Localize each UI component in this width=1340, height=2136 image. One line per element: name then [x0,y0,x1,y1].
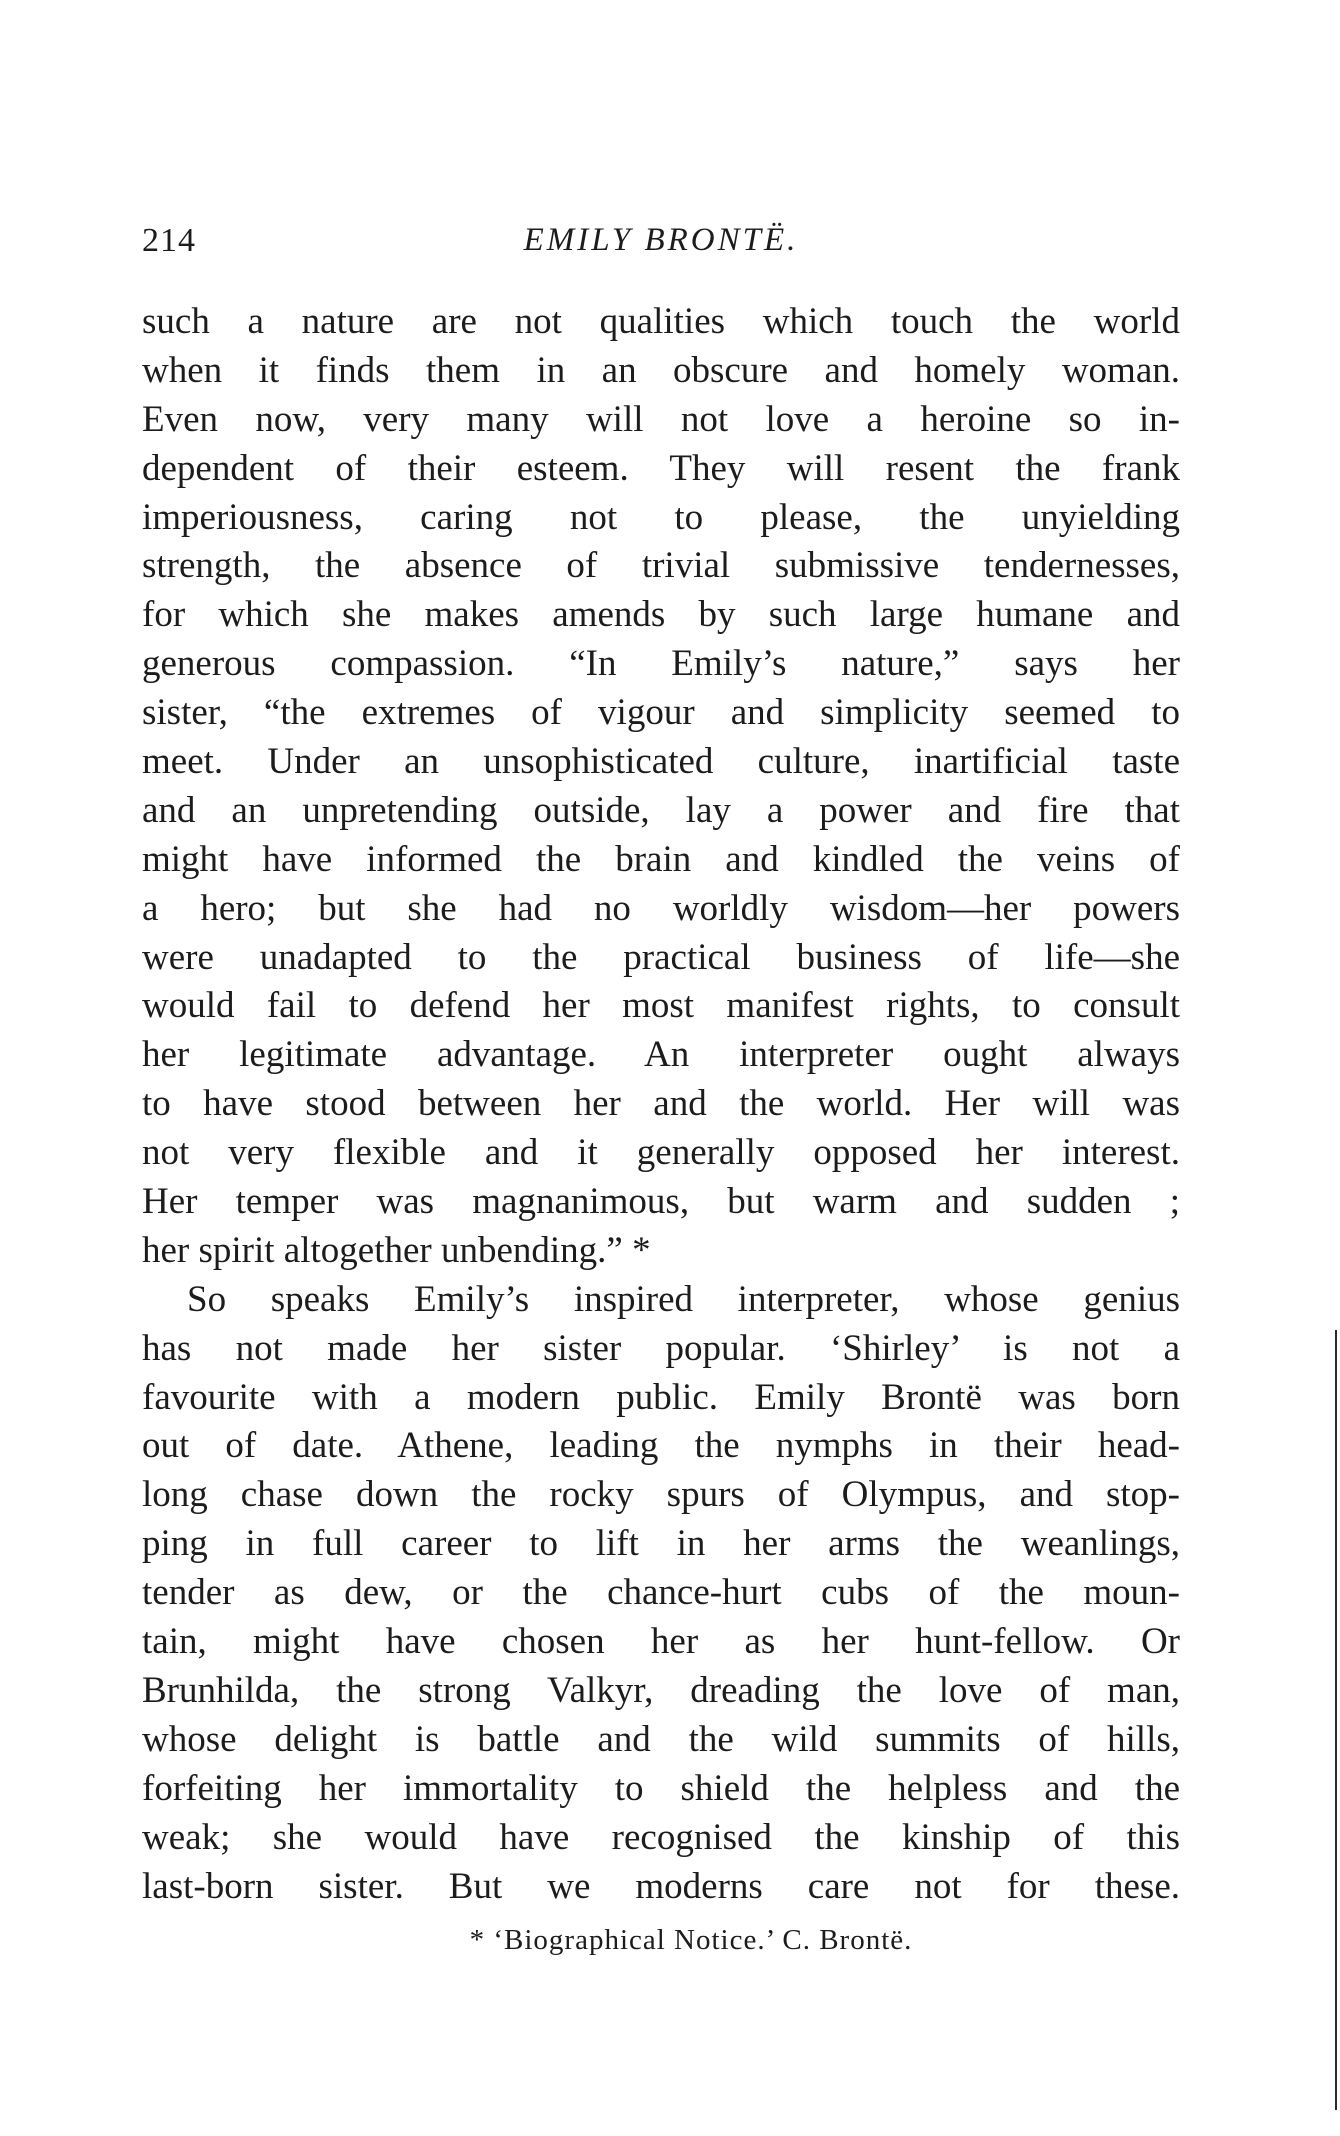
text-line: ping in full career to lift in her arms the weanlings, [142,1523,1180,1565]
text-line: last-born sister. But we moderns care not for these. [142,1865,1180,1907]
text-line: meet. Under an unsophisticated culture, inartificial taste [142,741,1180,783]
text-line: weak; she would have recognised the kinship of this [142,1816,1180,1858]
page-header [142,222,1180,272]
text-line: her spirit altogether unbending.” * [142,1229,651,1271]
text-line: when it finds them in an obscure and homely woman. [142,349,1180,391]
body-text [142,298,1180,1911]
text-line: her legitimate advantage. An interpreter ought always [142,1034,1180,1076]
footnote: * ‘Biographical Notice.’ C. Brontë. [469,1924,913,1956]
text-line: forfeiting her immortality to shield the helpless and the [142,1767,1180,1809]
text-line: to have stood between her and the world. Her will was [142,1083,1180,1125]
page-edge-line [1335,1330,1337,2110]
text-line: whose delight is battle and the wild summits of hills, [142,1718,1180,1760]
page-number: 214 [142,222,196,259]
text-line: strength, the absence of trivial submissive tendernesses, [142,545,1180,587]
text-line: Brunhilda, the strong Valkyr, dreading the love of man, [142,1669,1180,1711]
text-line: long chase down the rocky spurs of Olympus, and stop- [142,1474,1180,1516]
text-line: has not made her sister popular. ‘Shirley’ is not a [142,1327,1180,1369]
text-line: not very flexible and it generally opposed her interest. [142,1132,1180,1174]
text-line: tender as dew, or the chance-hurt cubs of the moun- [142,1572,1180,1614]
text-line: such a nature are not qualities which touch the world [142,301,1180,342]
text-line: might have informed the brain and kindled the veins of [142,838,1180,880]
text-line: dependent of their esteem. They will resent the frank [142,447,1180,489]
text-line: Her temper was magnanimous, but warm and sudden ; [142,1181,1180,1223]
text-line: and an unpretending outside, lay a power and fire that [142,789,1180,831]
text-line: tain, might have chosen her as her hunt-fellow. Or [142,1621,1180,1663]
text-line: were unadapted to the practical business of life—she [142,936,1180,978]
text-line: generous compassion. “In Emily’s nature,” says her [142,643,1180,685]
text-line: out of date. Athene, leading the nymphs in their head- [142,1425,1180,1467]
text-line: So speaks Emily’s inspired interpreter, whose genius [187,1278,1180,1320]
text-line: imperiousness, caring not to please, the unyielding [142,496,1180,538]
text-line: a hero; but she had no worldly wisdom—her powers [142,887,1180,929]
running-title: EMILY BRONTË. [523,222,799,258]
text-line: for which she makes amends by such large humane and [142,594,1180,636]
text-line: favourite with a modern public. Emily Brontë was born [142,1376,1180,1418]
text-line: would fail to defend her most manifest rights, to consult [142,985,1180,1027]
text-line: sister, “the extremes of vigour and simplicity seemed to [142,692,1180,734]
text-line: Even now, very many will not love a heroine so in- [142,398,1180,440]
